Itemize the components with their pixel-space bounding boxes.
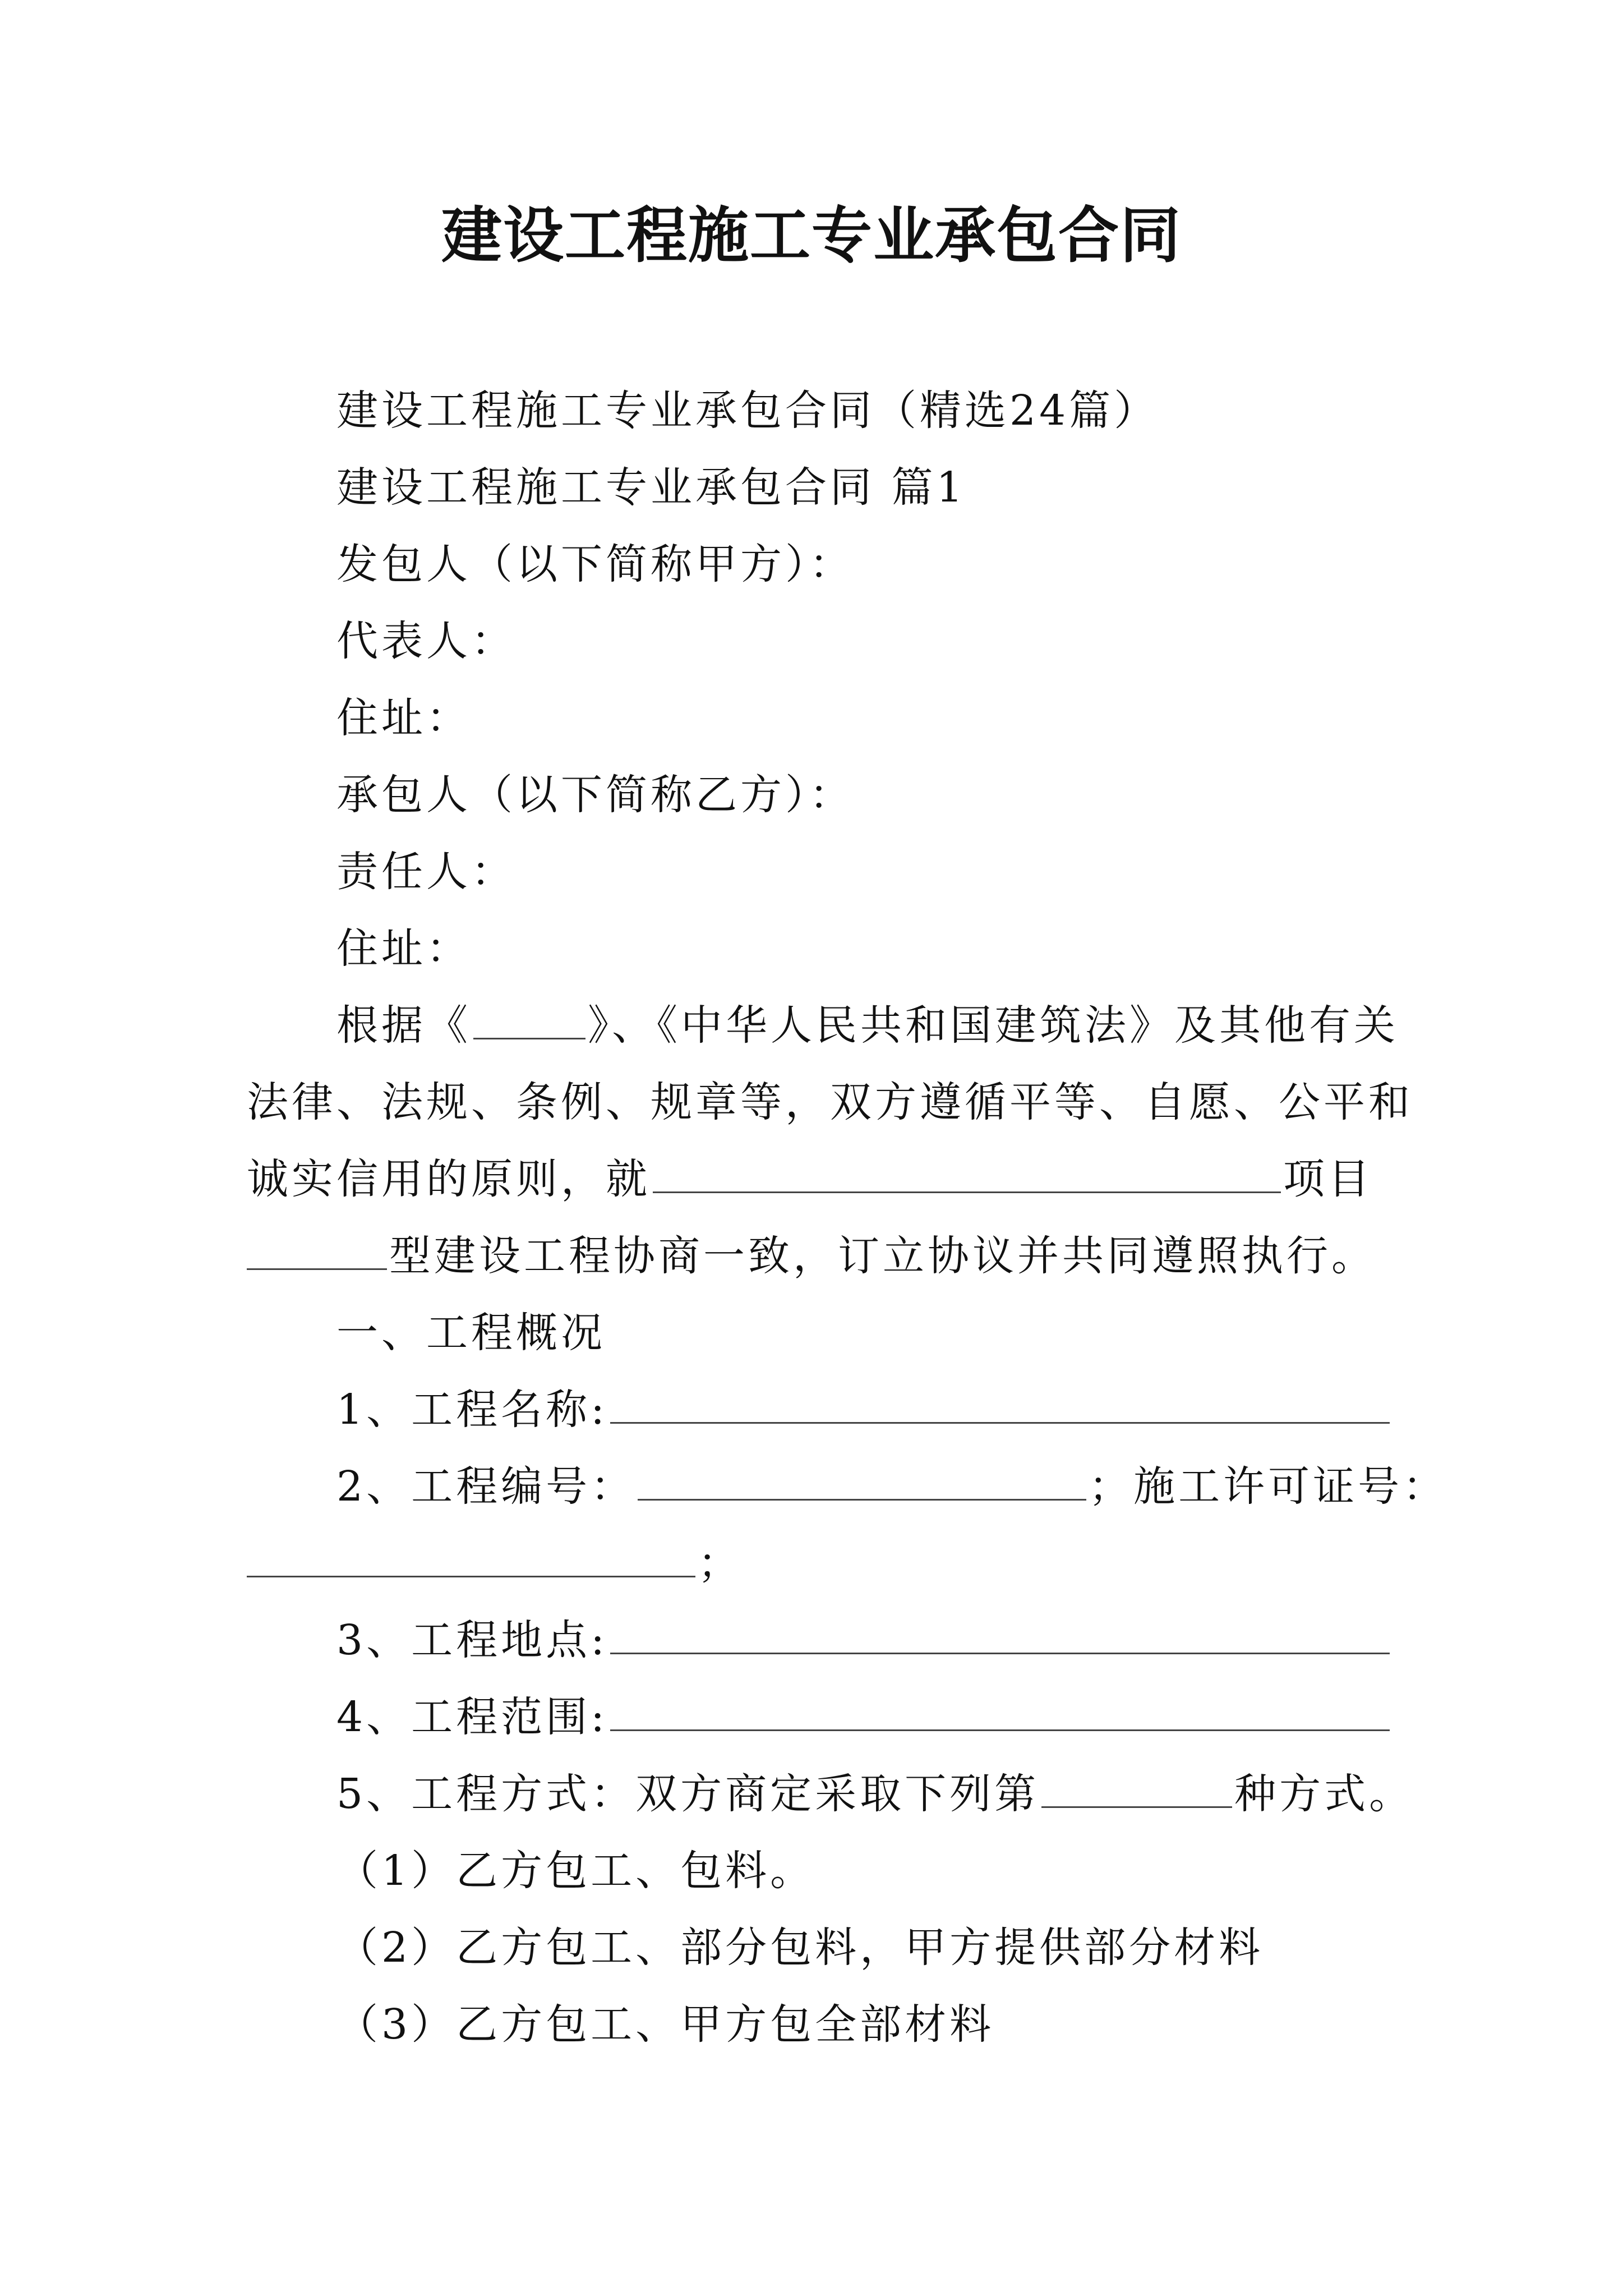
project-number-field[interactable] [638, 1460, 1086, 1501]
intro-text: 诚实信用的原则，就 [247, 1155, 651, 1203]
intro-paragraph-line-4 [247, 1222, 1376, 1290]
item-label: 2、工程编号： [336, 1462, 636, 1511]
intro-text: 项目 [1283, 1155, 1373, 1203]
law-name-blank[interactable] [473, 999, 585, 1039]
item-project-location [336, 1607, 1392, 1674]
permit-number-field[interactable] [247, 1536, 695, 1577]
intro-paragraph-line-1 [336, 992, 1399, 1059]
intro-paragraph-line-3 [247, 1145, 1373, 1213]
intro-text: 根据《 [336, 1001, 471, 1050]
project-name-field[interactable] [610, 1383, 1390, 1424]
item-label: 种方式。 [1234, 1770, 1414, 1818]
project-mode-field[interactable] [1041, 1767, 1232, 1808]
item-project-name [336, 1376, 1392, 1443]
party-a-label: 发包人（以下简称甲方）： [336, 540, 854, 588]
chapter-heading: 建设工程施工专业承包合同 篇1 [336, 463, 966, 512]
party-b-responsible-label: 责任人： [336, 848, 516, 896]
project-name-blank[interactable] [653, 1152, 1281, 1193]
party-a-representative-label: 代表人： [336, 617, 516, 665]
item-project-mode [336, 1760, 1414, 1828]
document-subtitle: 建设工程施工专业承包合同（精选24篇） [336, 386, 1159, 435]
item-project-number [336, 1453, 1447, 1520]
item-label: 5、工程方式：双方商定采取下列第 [336, 1770, 1040, 1818]
section-heading: 一、工程概况 [336, 1309, 606, 1357]
party-b-address-label: 住址： [336, 924, 471, 973]
party-a-address-label: 住址： [336, 694, 471, 742]
project-type-blank[interactable] [247, 1229, 387, 1270]
document-title: 建设工程施工专业承包合同 [441, 200, 1182, 271]
project-scope-field[interactable] [610, 1690, 1390, 1731]
item-label: ； [698, 1539, 743, 1588]
option-3: （3）乙方包工、甲方包全部材料 [336, 2000, 995, 2049]
option-2: （2）乙方包工、部分包料，甲方提供部分材料 [336, 1924, 1264, 1972]
intro-text: 型建设工程协商一致，订立协议并共同遵照执行。 [389, 1232, 1376, 1280]
permit-number-line [247, 1530, 743, 1597]
party-b-label: 承包人（以下简称乙方）： [336, 771, 854, 819]
item-label: 1、工程名称: [336, 1386, 608, 1434]
item-label: ；施工许可证号： [1089, 1462, 1448, 1511]
option-1: （1）乙方包工、包料。 [336, 1847, 815, 1895]
item-label: 4、工程范围: [336, 1693, 608, 1741]
item-label: 3、工程地点: [336, 1616, 608, 1664]
project-location-field[interactable] [610, 1613, 1390, 1654]
item-project-scope [336, 1683, 1392, 1751]
intro-text: 》、《中华人民共和国建筑法》及其他有关 [588, 1001, 1399, 1050]
intro-paragraph-line-2: 法律、法规、条例、规章等，双方遵循平等、自愿、公平和 [247, 1078, 1413, 1126]
